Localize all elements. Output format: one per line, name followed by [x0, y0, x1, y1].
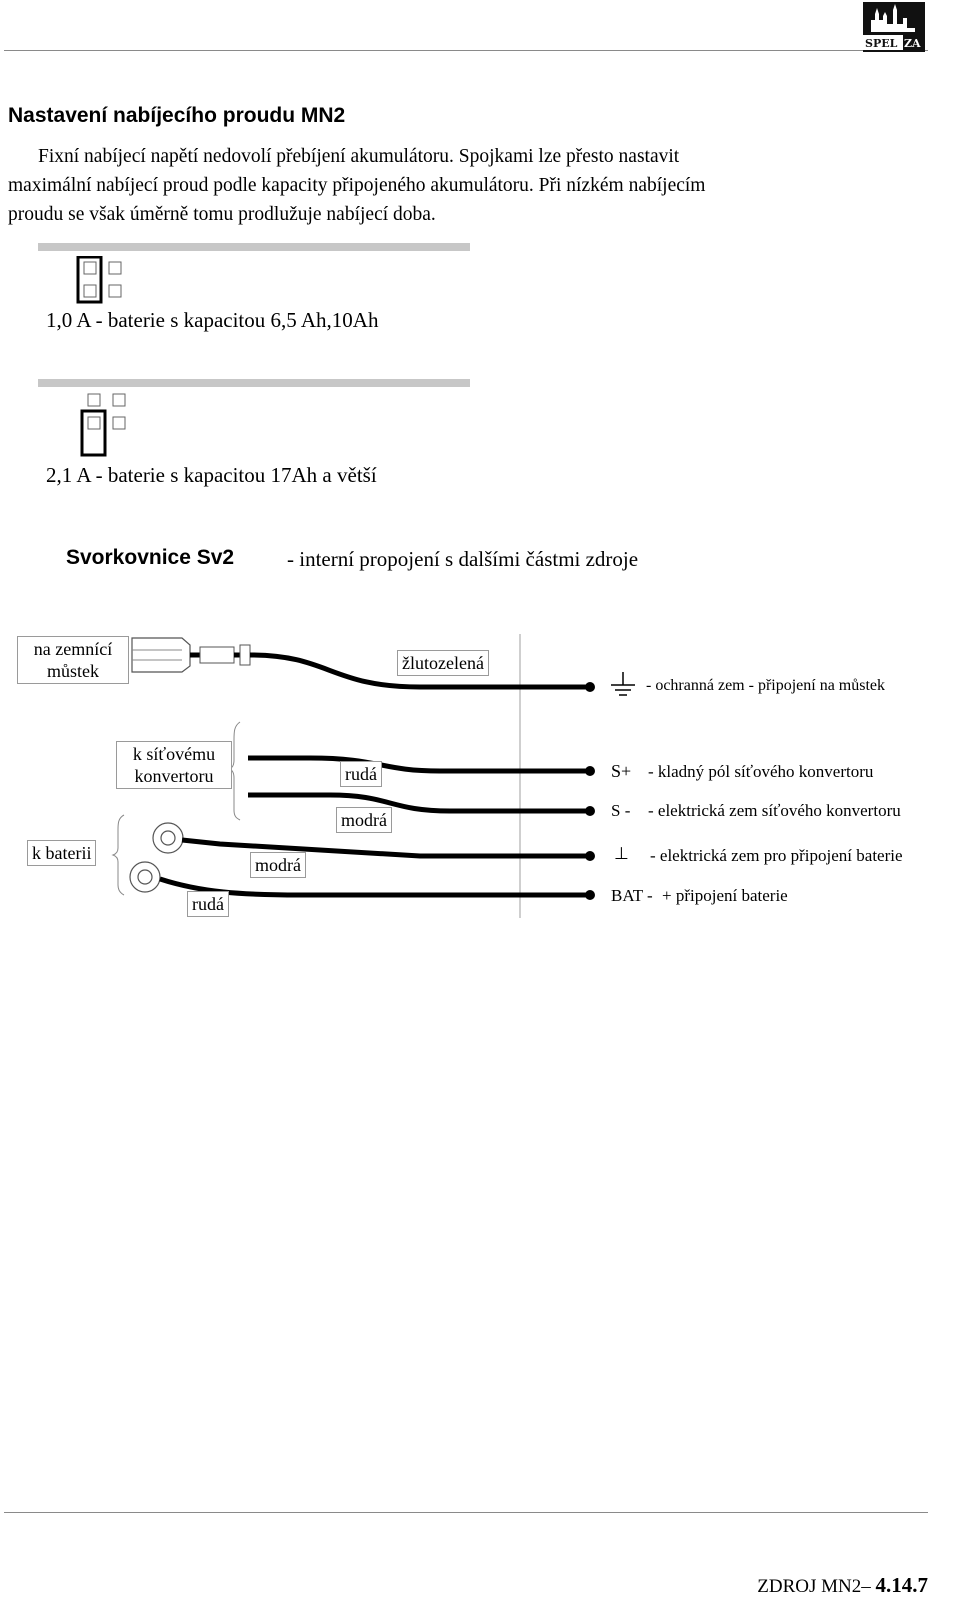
jumper-diagram-1 [76, 256, 128, 306]
terminal-desc-ground: - ochranná zem - připojení na můstek [646, 677, 886, 694]
terminal-desc-battery-ground: - elektrická zem pro připojení baterie [650, 846, 903, 865]
converter-label [116, 741, 232, 789]
jumper-diagram-2 [80, 391, 132, 459]
intro-paragraph [8, 142, 908, 229]
svg-text:SPEL: SPEL [865, 37, 898, 50]
converter-line-1: k síťovému [132, 744, 216, 764]
footer-doc-name: ZDROJ MN2– [757, 1576, 871, 1597]
wire-label-red-upper: rudá [340, 761, 382, 787]
ground-bridge-label [17, 636, 129, 684]
battery-label: k baterii [27, 840, 96, 866]
spelza-logo [863, 2, 925, 52]
terminal-symbol-bat: BAT - [611, 886, 653, 905]
paragraph-line: Fixní nabíjecí napětí nedovolí přebíjení akumulátoru. Spojkami lze přesto nastavit [38, 146, 680, 167]
terminal-desc-bat: + připojení baterie [662, 886, 788, 905]
terminal-desc-s-minus: - elektrická zem síťového konvertoru [648, 801, 901, 820]
terminal-desc-s-plus: - kladný pól síťového konvertoru [648, 762, 874, 781]
jumper-bar-1 [38, 243, 470, 251]
terminal-block-heading: Svorkovnice Sv2 [66, 546, 235, 569]
header-rule [4, 50, 928, 51]
page-footer [757, 1573, 928, 1598]
terminal-symbol-s-minus: S - [611, 801, 631, 820]
jumper-label-2: 2,1 A - baterie s kapacitou 17Ah a větší [46, 463, 377, 487]
terminal-symbol-s-plus: S+ [611, 761, 632, 781]
footer-page-number: 4.14.7 [875, 1573, 928, 1597]
wire-label-yellowgreen: žlutozelená [397, 650, 489, 676]
footer-rule [4, 1512, 928, 1513]
svg-text:ZA: ZA [904, 37, 921, 50]
jumper-label-1: 1,0 A - baterie s kapacitou 6,5 Ah,10Ah [46, 308, 379, 332]
paragraph-line: proudu se však úměrně tomu prodlužuje nabíjecí doba. [8, 204, 436, 225]
wire-label-blue-upper: modrá [336, 807, 392, 833]
paragraph-line: maximální nabíjecí proud podle kapacity připojeného akumulátoru. Při nízkém nabíjecím [8, 175, 706, 196]
terminal-symbol-battery-ground: ⊥ [614, 844, 629, 863]
converter-line-2: konvertoru [134, 766, 214, 786]
ground-bridge-line-2: můstek [47, 661, 99, 681]
ground-icon [611, 672, 635, 695]
jumper-bar-2 [38, 379, 470, 387]
section-title: Nastavení nabíjecího proudu MN2 [8, 104, 346, 127]
wire-label-red-lower: rudá [187, 891, 229, 917]
ground-bridge-line-1: na zemnící [33, 639, 113, 659]
terminal-block-description: - interní propojení s dalšími částmi zdroje [287, 547, 639, 571]
wire-label-blue-lower: modrá [250, 852, 306, 878]
